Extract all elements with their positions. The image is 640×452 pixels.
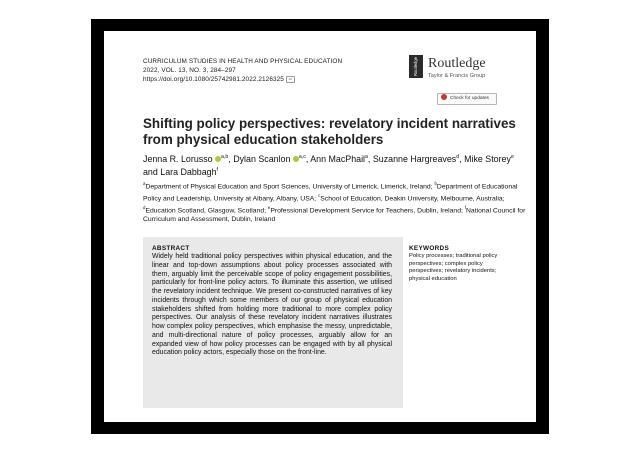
author-separator: and [143, 167, 161, 178]
abstract-text: Widely held traditional policy perspectives within physical education, and the linear and top-down assumptions about policy processes associated with them, arguably limit the perceivable scope of policy engagement possibilities, particularly for front-line policy actors. To illuminate this assertion, we utilised the revelatory incident technique. We present co-constructed narratives of key incidents through which some members of our group of physical education stakeholders shifted from holding more traditional to more complex policy perspectives. Our analysis of these revelatory incident narratives illustrates how complex policy perspectives, which emphasise the messy, unpredictable, and multi-directional nature of policy processes, arguably allow for an expanded view of how policy processes can be engaged with by all physical education policy actors, especially those on the front-line. [152, 253, 392, 357]
affiliation-text: Department of Physical Education and Sport Sciences, University of Limerick, Limerick, Ireland; [145, 183, 435, 191]
author-affiliation-marker: f [216, 167, 218, 174]
affiliation-text: Professional Development Service for Teachers, Dublin, Ireland; [270, 207, 465, 215]
journal-doi[interactable]: https://doi.org/10.1080/25742981.2022.2126325 [143, 76, 284, 83]
author [160, 167, 218, 177]
article-title: Shifting policy perspectives: revelatory incident narratives from physical education stakeholders [143, 116, 516, 147]
author [233, 154, 310, 164]
author-name[interactable]: Ann MacPhail [310, 153, 366, 164]
publisher-name: Routledge [428, 56, 486, 71]
author-affiliation-marker: a,c [298, 154, 306, 160]
orcid-icon[interactable] [215, 156, 221, 162]
affiliation-marker: d [143, 205, 146, 211]
author-list [143, 152, 523, 179]
affiliation-marker: f [464, 205, 467, 211]
routledge-logo-text: Routledge [413, 56, 419, 77]
affiliation-text: School of Education, Deakin University, Melbourne, Australia; [320, 195, 505, 203]
author-affiliation-marker: a [365, 154, 368, 160]
author-affiliation-marker: a,b [221, 154, 229, 160]
author [373, 154, 464, 164]
affiliation-marker: b [434, 181, 437, 186]
author-separator: , [459, 153, 465, 164]
affiliations [143, 180, 529, 225]
affiliation-text: Education Scotland, Glasgow, Scotland; [145, 207, 268, 215]
check-for-updates-button[interactable] [437, 93, 497, 105]
affiliation-marker: c [318, 193, 321, 199]
author-name[interactable]: Dylan Scanlon [233, 153, 291, 164]
author-affiliation-marker: e [510, 154, 514, 160]
author-name[interactable]: Lara Dabbagh [160, 167, 217, 178]
journal-citation: 2022, VOL. 13, NO. 3, 284–297 [143, 67, 236, 74]
journal-header [143, 57, 342, 84]
affiliation-marker: e [267, 205, 271, 211]
affiliation-marker: a [143, 181, 146, 186]
author [310, 154, 373, 164]
author-separator: , [367, 153, 373, 164]
abstract-heading: ABSTRACT [152, 245, 190, 252]
keywords-heading: KEYWORDS [409, 245, 450, 252]
keywords-text: Policy processes; traditional policy perspectives; complex policy perspectives; revelatory incidents; physical education [409, 253, 498, 282]
author-separator: , [305, 153, 311, 164]
crossmark-icon [441, 94, 447, 100]
check-for-updates-label: Check for updates [450, 96, 489, 101]
author-affiliation-marker: d [456, 154, 460, 160]
author [143, 154, 233, 164]
affiliation-text: National Council for Curriculum and Assessment, Dublin, Ireland [143, 207, 526, 224]
author-name[interactable]: Mike Storey [464, 153, 511, 164]
author-name[interactable]: Jenna R. Lorusso [143, 153, 213, 164]
publisher-group: Taylor & Francis Group [428, 73, 486, 79]
orcid-icon[interactable] [293, 156, 299, 162]
affiliation-text: Department of Educational Policy and Leadership, University at Albany, Albany, USA; [143, 183, 518, 203]
author-separator: , [228, 153, 234, 164]
journal-doi-line [143, 75, 342, 84]
routledge-logo-icon [409, 55, 423, 78]
cc-license-icon: cc [286, 76, 295, 83]
journal-name: CURRICULUM STUDIES IN HEALTH AND PHYSICAL EDUCATION [143, 58, 343, 65]
author-name[interactable]: Suzanne Hargreaves [372, 153, 457, 164]
